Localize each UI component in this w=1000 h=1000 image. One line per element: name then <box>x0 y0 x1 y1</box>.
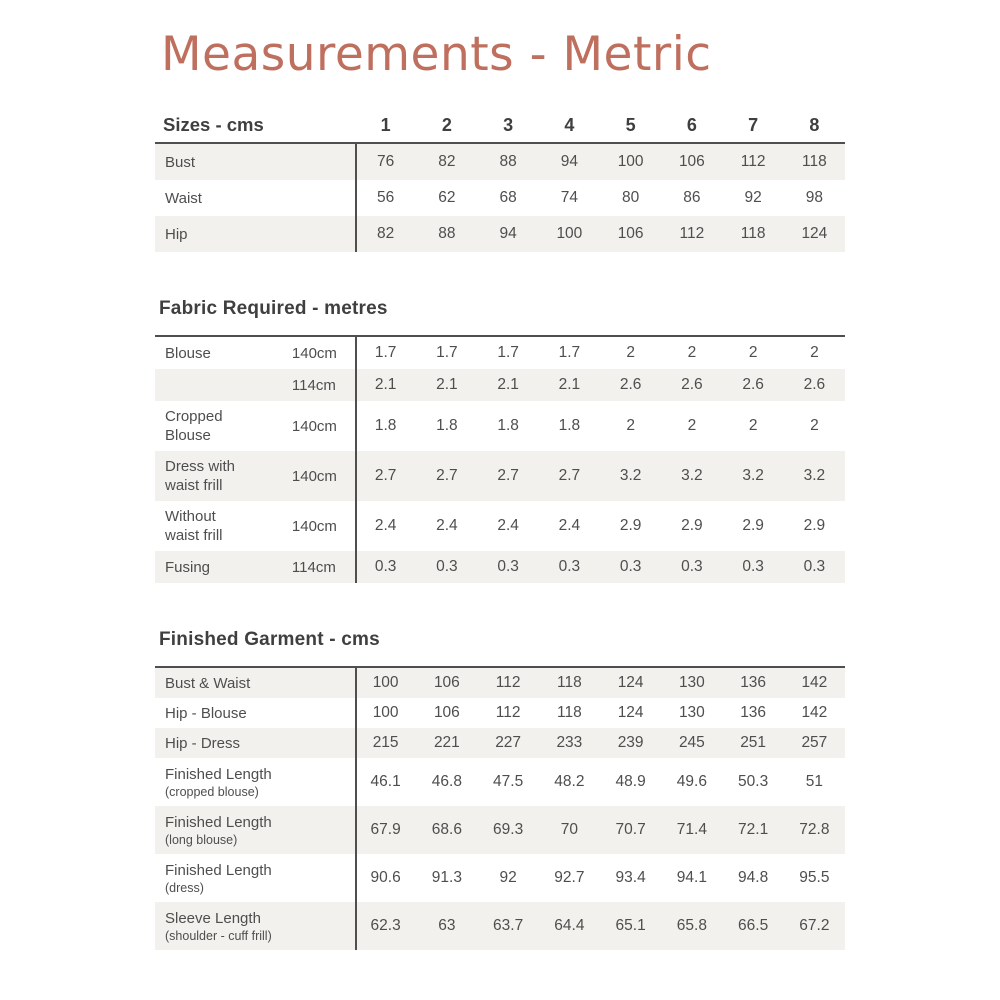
measurement-value: 48.2 <box>554 773 585 791</box>
size-column-header: 8 <box>809 114 820 135</box>
row-label-group <box>155 861 355 896</box>
measurement-value: 0.3 <box>558 558 581 576</box>
row-sublabel: (shoulder - cuff frill) <box>165 928 272 943</box>
table-row <box>155 698 845 728</box>
measurement-value: 70 <box>560 821 578 839</box>
measurement-value: 100 <box>556 225 583 243</box>
measurement-value: 74 <box>560 189 578 207</box>
measurement-value: 1.8 <box>374 417 397 435</box>
table-row <box>155 501 845 551</box>
table-row <box>155 728 845 758</box>
fabric-table <box>155 335 845 583</box>
row-label: Fusing <box>165 558 211 576</box>
measurement-value: 118 <box>557 674 582 692</box>
row-label: Dress with waist frill <box>165 458 236 495</box>
sizes-table-header <box>155 108 845 142</box>
measurement-value: 94 <box>499 225 517 243</box>
finished-section <box>155 629 845 950</box>
finished-heading: Finished Garment - cms <box>159 629 380 651</box>
measurement-value: 98 <box>805 189 823 207</box>
measurement-value: 0.3 <box>497 558 519 576</box>
table-row <box>155 902 845 950</box>
row-sublabel: (dress) <box>165 880 204 895</box>
measurement-value: 100 <box>372 674 399 692</box>
row-label-group <box>155 558 355 577</box>
measurement-value: 62.3 <box>370 917 401 935</box>
sizes-section <box>155 108 845 252</box>
measurement-value: 106 <box>433 704 460 722</box>
row-label-group <box>155 674 355 693</box>
measurement-value: 46.8 <box>431 773 462 791</box>
measurement-value: 3.2 <box>681 467 703 485</box>
measurement-value: 106 <box>678 153 705 171</box>
measurement-value: 76 <box>377 153 395 171</box>
measurement-value: 2 <box>810 344 819 362</box>
measurement-value: 2.4 <box>558 517 581 535</box>
row-label: Finished Length <box>165 813 272 831</box>
table-row <box>155 369 845 401</box>
measurement-value: 112 <box>740 153 766 171</box>
fabric-heading: Fabric Required - metres <box>159 298 388 320</box>
measurement-value: 92 <box>499 869 517 887</box>
measurement-value: 72.8 <box>799 821 830 839</box>
row-sublabel: (long blouse) <box>165 832 238 847</box>
measurement-value: 106 <box>617 225 644 243</box>
table-row <box>155 401 845 451</box>
size-column-header: 1 <box>380 114 391 135</box>
measurement-value: 221 <box>433 734 460 752</box>
size-column-header: 6 <box>686 114 697 135</box>
measurement-value: 2 <box>748 344 758 362</box>
measurement-value: 130 <box>678 704 705 722</box>
size-column-header: 5 <box>625 114 636 135</box>
measurement-value: 1.7 <box>558 344 581 362</box>
fabric-section <box>155 298 845 583</box>
measurement-value: 136 <box>740 704 767 722</box>
table-row <box>155 806 845 854</box>
row-label-group <box>155 376 355 395</box>
measurement-value: 2.6 <box>619 376 642 394</box>
measurement-value: 1.7 <box>436 344 458 362</box>
measurement-value: 251 <box>740 734 767 752</box>
measurement-value: 63 <box>438 917 456 935</box>
measurement-value: 2.6 <box>742 376 764 394</box>
measurement-value: 118 <box>740 225 766 243</box>
measurement-value: 56 <box>377 189 395 207</box>
measurement-value: 2 <box>687 417 697 435</box>
table-row <box>155 758 845 806</box>
size-column-header: 3 <box>503 114 514 135</box>
measurement-value: 92.7 <box>554 869 585 887</box>
row-label-group <box>155 507 355 545</box>
row-label-group <box>155 407 355 445</box>
measurement-value: 46.1 <box>370 773 401 791</box>
measurement-value: 227 <box>495 734 522 752</box>
row-label: Bust & Waist <box>165 674 251 692</box>
measurement-value: 63.7 <box>493 917 524 935</box>
measurement-value: 82 <box>377 225 395 243</box>
measurement-value: 49.6 <box>676 773 707 791</box>
measurement-value: 2 <box>626 344 635 362</box>
measurement-value: 94.1 <box>676 869 707 887</box>
measurement-value: 2.6 <box>681 376 703 394</box>
table-row <box>155 551 845 583</box>
measurement-value: 82 <box>438 153 456 171</box>
table-row <box>155 668 845 698</box>
measurement-value: 1.8 <box>436 417 458 435</box>
measurement-value: 66.5 <box>738 917 769 935</box>
measurement-value: 88 <box>438 225 456 243</box>
measurement-value: 68.6 <box>431 821 462 839</box>
measurement-value: 2.9 <box>803 517 826 535</box>
measurement-value: 2.1 <box>374 376 397 394</box>
measurement-value: 124 <box>617 704 644 722</box>
measurement-value: 93.4 <box>615 869 646 887</box>
measurement-value: 118 <box>802 153 827 171</box>
measurement-value: 94.8 <box>738 869 769 887</box>
measurement-value: 65.1 <box>615 917 646 935</box>
table-row <box>155 451 845 501</box>
measurement-value: 2.9 <box>619 517 642 535</box>
table-row <box>155 337 845 369</box>
measurement-value: 80 <box>622 189 640 207</box>
measurement-value: 245 <box>678 734 705 752</box>
table-row <box>155 180 845 216</box>
measurement-value: 118 <box>557 704 582 722</box>
measurement-value: 2.7 <box>436 467 458 485</box>
measurement-value: 2.4 <box>497 517 519 535</box>
measurement-value: 142 <box>801 704 828 722</box>
measurement-value: 215 <box>372 734 399 752</box>
measurement-value: 2 <box>810 417 819 435</box>
measurement-value: 72.1 <box>738 821 769 839</box>
row-label: Without waist frill <box>165 508 223 545</box>
finished-garment-table <box>155 666 845 950</box>
row-label: Bust <box>165 153 196 171</box>
measurement-value: 62 <box>438 189 456 207</box>
row-label-group <box>155 909 355 944</box>
measurement-value: 2.1 <box>497 376 519 394</box>
measurement-value: 0.3 <box>374 558 397 576</box>
fabric-width-label: 140cm <box>291 467 337 485</box>
measurement-value: 0.3 <box>742 558 764 576</box>
measurement-value: 94 <box>560 153 578 171</box>
measurement-value: 239 <box>617 734 644 752</box>
column-separator <box>355 668 357 950</box>
measurement-value: 1.7 <box>497 344 519 362</box>
row-label-group <box>155 344 355 363</box>
row-label-group <box>155 704 355 723</box>
measurement-value: 71.4 <box>676 821 707 839</box>
measurement-value: 88 <box>499 153 517 171</box>
measurement-value: 68 <box>499 189 517 207</box>
measurement-value: 48.9 <box>615 773 646 791</box>
measurement-value: 2.4 <box>374 517 397 535</box>
measurement-value: 2.1 <box>436 376 458 394</box>
measurement-value: 2.9 <box>742 517 764 535</box>
measurement-value: 2.1 <box>558 376 581 394</box>
measurement-value: 0.3 <box>619 558 642 576</box>
measurement-value: 92 <box>744 189 762 207</box>
measurement-value: 86 <box>683 189 701 207</box>
measurement-value: 51 <box>805 773 823 791</box>
row-label: Blouse <box>165 344 211 362</box>
measurement-value: 67.2 <box>799 917 830 935</box>
measurement-value: 1.8 <box>558 417 581 435</box>
measurement-value: 3.2 <box>619 467 642 485</box>
measurement-value: 50.3 <box>738 773 769 791</box>
table-row <box>155 144 845 180</box>
measurement-value: 112 <box>679 225 705 243</box>
row-label-group <box>155 813 355 848</box>
size-column-header: 7 <box>748 114 759 135</box>
column-separator <box>355 337 357 583</box>
row-label: Hip - Blouse <box>165 704 247 722</box>
size-column-header: 4 <box>564 114 575 135</box>
measurement-value: 2.7 <box>497 467 519 485</box>
measurement-value: 233 <box>556 734 583 752</box>
row-label: Hip - Dress <box>165 734 241 752</box>
row-sublabel: (cropped blouse) <box>165 784 259 799</box>
measurement-value: 2 <box>748 417 758 435</box>
measurement-value: 0.3 <box>436 558 458 576</box>
size-column-header: 2 <box>441 114 452 135</box>
row-label: Cropped Blouse <box>165 408 223 445</box>
measurement-value: 100 <box>372 704 399 722</box>
measurement-value: 64.4 <box>554 917 585 935</box>
row-label: Waist <box>165 189 202 207</box>
measurement-value: 257 <box>801 734 828 752</box>
measurement-value: 130 <box>678 674 705 692</box>
column-separator <box>355 144 357 252</box>
measurement-value: 0.3 <box>681 558 703 576</box>
row-label: Finished Length <box>165 861 272 879</box>
fabric-width-label: 114cm <box>291 376 336 394</box>
sizes-table <box>155 142 845 252</box>
fabric-width-label: 140cm <box>291 344 337 362</box>
measurement-value: 106 <box>433 674 460 692</box>
fabric-width-label: 140cm <box>291 417 337 435</box>
row-label: Sleeve Length <box>165 909 261 927</box>
measurement-value: 47.5 <box>493 773 524 791</box>
measurement-value: 2 <box>626 417 635 435</box>
measurement-value: 3.2 <box>742 467 764 485</box>
measurement-value: 0.3 <box>803 558 826 576</box>
measurement-value: 67.9 <box>370 821 401 839</box>
measurement-value: 136 <box>740 674 767 692</box>
measurement-value: 2.6 <box>803 376 826 394</box>
measurement-value: 69.3 <box>493 821 524 839</box>
measurement-value: 2 <box>687 344 697 362</box>
measurement-value: 1.7 <box>374 344 397 362</box>
measurement-value: 112 <box>495 674 521 692</box>
measurement-value: 124 <box>801 225 828 243</box>
measurement-value: 112 <box>495 704 521 722</box>
row-label: Finished Length <box>165 765 272 783</box>
measurement-value: 1.8 <box>497 417 519 435</box>
measurement-value: 70.7 <box>615 821 646 839</box>
measurement-value: 90.6 <box>370 869 401 887</box>
measurement-value: 142 <box>801 674 828 692</box>
row-label-group <box>155 457 355 495</box>
fabric-width-label: 114cm <box>291 558 336 576</box>
measurement-value: 2.7 <box>558 467 581 485</box>
measurement-value: 65.8 <box>676 917 707 935</box>
row-label-group <box>155 765 355 800</box>
row-label: Hip <box>165 225 188 243</box>
measurement-value: 124 <box>617 674 644 692</box>
row-label-group <box>155 734 355 753</box>
measurement-value: 2.7 <box>374 467 397 485</box>
sizes-heading: Sizes - cms <box>163 114 264 136</box>
table-row <box>155 216 845 252</box>
measurement-value: 2.9 <box>681 517 703 535</box>
measurement-value: 95.5 <box>799 869 830 887</box>
table-row <box>155 854 845 902</box>
measurement-value: 91.3 <box>431 869 462 887</box>
page-title: Measurements - Metric <box>161 27 712 82</box>
measurement-value: 100 <box>617 153 644 171</box>
measurement-value: 3.2 <box>803 467 826 485</box>
fabric-width-label: 140cm <box>291 517 337 535</box>
measurement-value: 2.4 <box>436 517 458 535</box>
